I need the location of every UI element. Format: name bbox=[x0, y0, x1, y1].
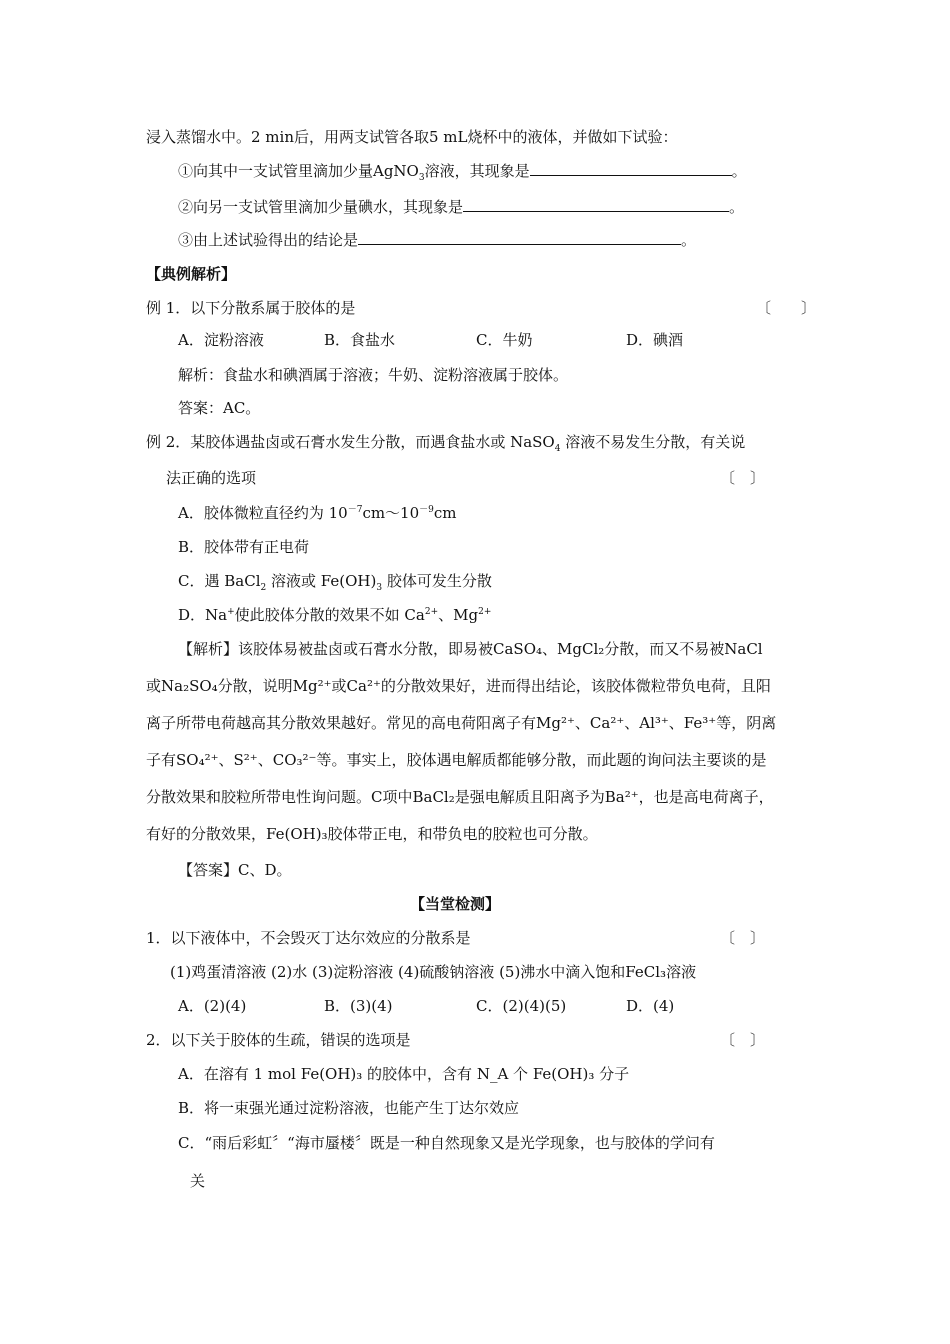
example-2-analysis-line: 或Na₂SO₄分散，说明Mg²⁺或Ca²⁺的分散效果好，进而得出结论，该胶体微粒带负电荷，且阳 bbox=[146, 677, 771, 695]
example-2-stem-cont: 法正确的选项 bbox=[166, 469, 257, 487]
section-heading-examples: 【典例解析】 bbox=[146, 265, 237, 283]
intro-question-3: ③由上述试验得出的结论是 。 bbox=[178, 231, 697, 249]
example-2-option-a: A．胶体微粒直径约为 $10^{-7}cm\sim 10^{-9}cm$ bbox=[178, 504, 457, 522]
intro-question-1: ①向其中一支试管里滴加少量AgNO$_3$溶液，其现象是 。 bbox=[178, 162, 747, 183]
question-1-items: (1)鸡蛋清溶液 (2)水 (3)淀粉溶液 (4)硫酸钠溶液 (5)沸水中滴入饱和FeCl₃溶液 bbox=[170, 963, 697, 981]
answer-bracket: 〔 〕 bbox=[720, 929, 766, 947]
answer-blank[interactable] bbox=[463, 197, 729, 212]
example-2-option-d: D．Na+使此胶体分散的效果不如 $Ca^{2+}$、$Mg^{2+}$ bbox=[178, 606, 492, 624]
answer-bracket: 〔 〕 bbox=[720, 1031, 766, 1049]
option-b: B．(3)(4) bbox=[324, 997, 393, 1015]
answer-bracket: 〔 〕 bbox=[756, 299, 817, 317]
option-b: B．食盐水 bbox=[324, 331, 396, 349]
example-2-option-b: B．胶体带有正电荷 bbox=[178, 538, 310, 556]
example-2-analysis-line: 子有SO₄²⁺、S²⁺、CO₃²⁻等。事实上，胶体遇电解质都能够分散，而此题的询问法主要谈的是 bbox=[146, 751, 767, 769]
question-2-stem: 2．以下关于胶体的生疏，错误的选项是 bbox=[146, 1031, 411, 1049]
option-c: C．(2)(4)(5) bbox=[476, 997, 567, 1015]
intro-question-2: ②向另一支试管里滴加少量碘水，其现象是 。 bbox=[178, 198, 745, 216]
intro-line: 浸入蒸馏水中。2 min后，用两支试管各取5 mL烧杯中的液体，并做如下试验： bbox=[146, 128, 678, 146]
example-2-answer: 【答案】C、D。 bbox=[178, 861, 292, 879]
answer-blank[interactable] bbox=[358, 230, 681, 245]
example-2-analysis-line: 有好的分散效果，Fe(OH)₃胶体带正电，和带负电的胶粒也可分散。 bbox=[146, 825, 598, 843]
option-a: A．淀粉溶液 bbox=[178, 331, 264, 349]
example-1-analysis: 解析：食盐水和碘酒属于溶液；牛奶、淀粉溶液属于胶体。 bbox=[178, 366, 569, 384]
section-heading-check: 【当堂检测】 bbox=[410, 895, 501, 913]
example-1-answer: 答案：AC。 bbox=[178, 399, 261, 417]
option-c: C．牛奶 bbox=[476, 331, 533, 349]
question-2-option-c-cont: 关 bbox=[190, 1172, 206, 1190]
answer-blank[interactable] bbox=[530, 161, 732, 176]
question-2-option-c: C．“雨后彩虹〞“海市蜃楼〞既是一种自然现象又是光学现象，也与胶体的学问有 bbox=[178, 1134, 715, 1152]
option-d: D．碘酒 bbox=[626, 331, 684, 349]
example-2-option-c: C．遇 BaCl$_2$ 溶液或 $Fe(OH)_3$ 胶体可发生分散 bbox=[178, 572, 492, 593]
answer-bracket: 〔 〕 bbox=[720, 469, 766, 487]
option-a: A．(2)(4) bbox=[178, 997, 247, 1015]
question-1-stem: 1．以下液体中，不会毁灭丁达尔效应的分散系是 bbox=[146, 929, 471, 947]
option-d: D．(4) bbox=[626, 997, 675, 1015]
example-2-analysis-line: 离子所带电荷越高其分散效果越好。常见的高电荷阳离子有Mg²⁺、Ca²⁺、Al³⁺、Fe³⁺等，阴离 bbox=[146, 714, 777, 732]
question-2-option-b: B．将一束强光通过淀粉溶液，也能产生丁达尔效应 bbox=[178, 1099, 520, 1117]
example-2-stem: 例 2．某胶体遇盐卤或石膏水发生分散，而遇食盐水或 NaSO$_4$ 溶液不易发生分散，有关说 bbox=[146, 433, 746, 454]
question-2-option-a: A．在溶有 1 mol Fe(OH)₃ 的胶体中，含有 N_A 个 Fe(OH)₃ 分子 bbox=[178, 1065, 630, 1083]
example-2-analysis-line: 分散效果和胶粒所带电性询问题。C项中BaCl₂是强电解质且阳离予为Ba²⁺，也是高电荷离子， bbox=[146, 788, 774, 806]
example-2-analysis-line: 【解析】该胶体易被盐卤或石膏水分散，即易被CaSO₄、MgCl₂分散，而又不易被NaCl bbox=[178, 640, 763, 658]
example-1-stem: 例 1．以下分散系属于胶体的是 bbox=[146, 299, 356, 317]
